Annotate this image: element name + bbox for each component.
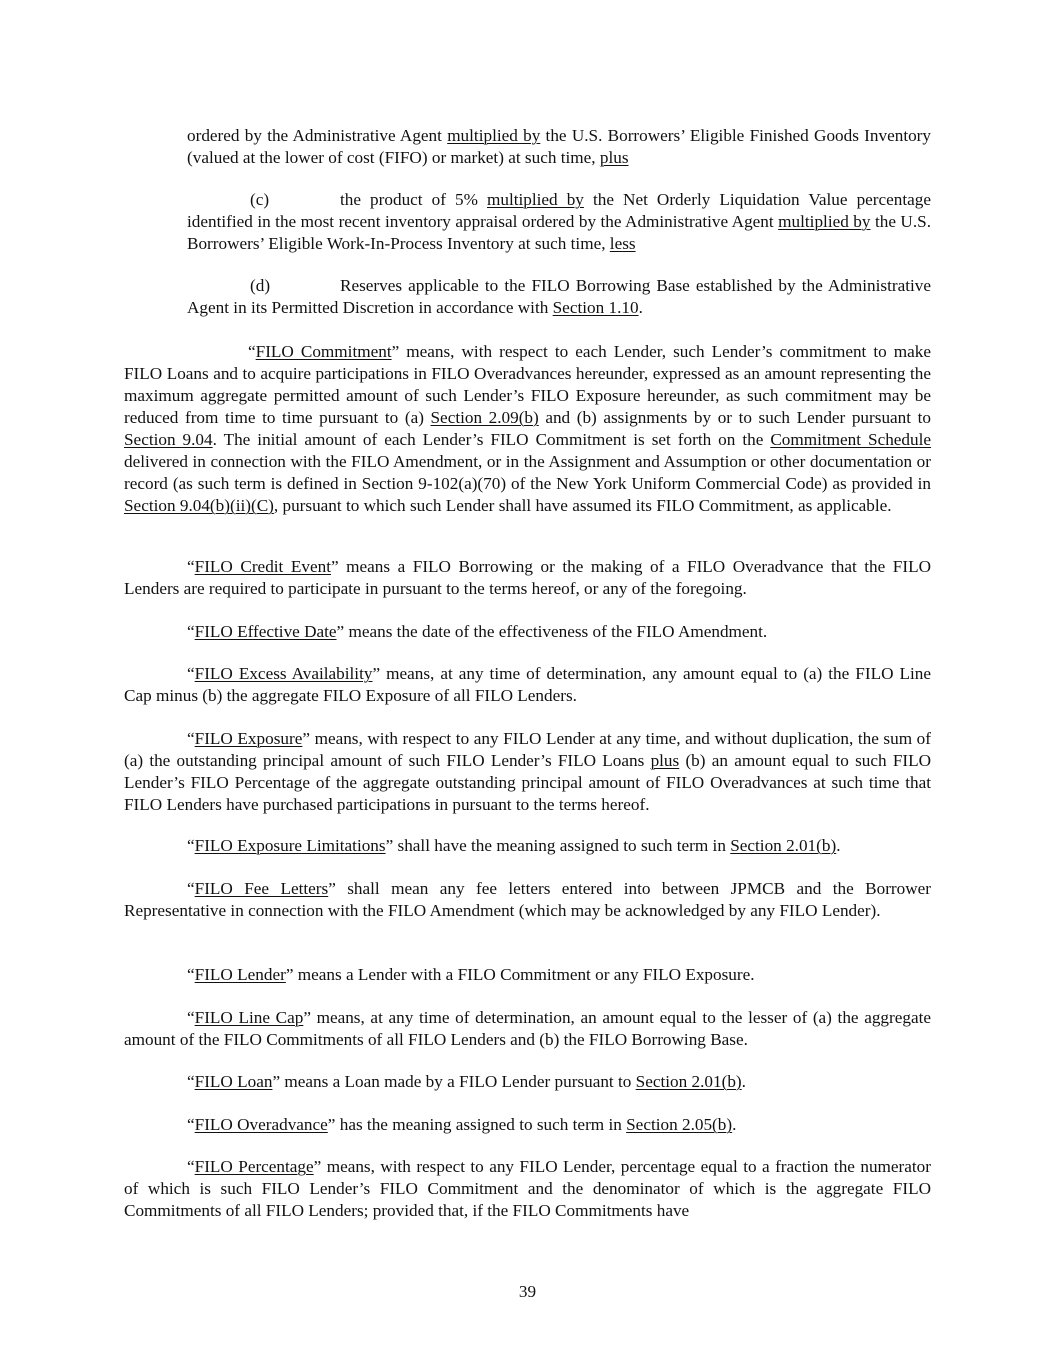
text-run: ” shall mean any fee letters entered into between JPMCB and the Borrower Representative in connection with the FILO Amendment (which may be acknowledged by any FILO Lender). bbox=[124, 879, 931, 920]
defined-term: FILO Percentage bbox=[194, 1157, 314, 1176]
definition-filo-percentage bbox=[124, 1156, 931, 1222]
definition-filo-line-cap bbox=[124, 1007, 931, 1051]
paragraph-clause-d bbox=[187, 275, 931, 319]
text-run: Reserves applicable to the FILO Borrowing Base established by the Administrative Agent in its Permitted Discretion in accordance with bbox=[187, 276, 931, 317]
text-run: the U.S. Borrowers’ Eligible Work-In-Process Inventory at such time, bbox=[187, 212, 932, 253]
quote-mark: “ bbox=[187, 557, 195, 576]
defined-term: FILO Overadvance bbox=[194, 1115, 328, 1134]
text-run: ” shall have the meaning assigned to such term in bbox=[385, 836, 731, 855]
definition-filo-lender bbox=[124, 964, 931, 986]
underlined-term: plus bbox=[650, 751, 680, 770]
underlined-term: less bbox=[609, 234, 636, 253]
quote-mark: “ bbox=[187, 879, 195, 898]
text-run: ” means a FILO Borrowing or the making of a FILO Overadvance that the FILO Lenders are required to participate in pursuant to the terms hereof, or any of the foregoing. bbox=[124, 557, 931, 598]
defined-term: FILO Fee Letters bbox=[194, 879, 329, 898]
definition-filo-exposure bbox=[124, 728, 931, 816]
definition-filo-exposure-limitations bbox=[124, 835, 931, 857]
text-run: . The initial amount of each Lender’s FILO Commitment is set forth on the bbox=[212, 430, 771, 449]
text-run: and (b) assignments by or to such Lender pursuant to bbox=[538, 408, 931, 427]
definition-filo-overadvance bbox=[124, 1114, 931, 1136]
definition-filo-loan bbox=[124, 1071, 931, 1093]
underlined-term: multiplied by bbox=[486, 190, 584, 209]
text-run: ” means, at any time of determination, any amount equal to (a) the FILO Line Cap minus (b) the aggregate FILO Exposure of all FILO Lenders. bbox=[124, 664, 931, 705]
text-run: delivered in connection with the FILO Amendment, or in the Assignment and Assumption or other documentation or record (as such term is defined in Section 9-102(a)(70) of the New York Uniform Commercial Code) as provided in bbox=[124, 452, 931, 493]
text-run: . bbox=[741, 1072, 746, 1091]
quote-mark: “ bbox=[187, 1072, 195, 1091]
defined-term: FILO Exposure Limitations bbox=[194, 836, 386, 855]
defined-term: FILO Commitment bbox=[255, 342, 392, 361]
clause-label: (d) bbox=[250, 276, 271, 295]
quote-mark: “ bbox=[187, 1157, 195, 1176]
quote-mark: “ bbox=[187, 1115, 195, 1134]
text-run: the Net Orderly Liquidation Value percentage identified in the most recent inventory appraisal ordered by the Administrative Agent bbox=[187, 190, 931, 231]
section-reference: Section 9.04(b)(ii)(C) bbox=[124, 496, 274, 515]
quote-mark: “ bbox=[187, 622, 195, 641]
text-run: . bbox=[638, 298, 643, 317]
text-run: ” means, with respect to any FILO Lender, percentage equal to a fraction the numerator of which is such FILO Lender’s FILO Commitment and the denominator of which is the aggregate FILO Commitments of all FILO Lenders; provided that, if the FILO Commitments have bbox=[124, 1157, 931, 1220]
text-run: ” means a Lender with a FILO Commitment or any FILO Exposure. bbox=[285, 965, 755, 984]
text-run: ordered by the Administrative Agent bbox=[187, 126, 448, 145]
text-run: the product of 5% bbox=[340, 190, 487, 209]
text-run: ” means, with respect to each Lender, such Lender’s commitment to make FILO Loans and to acquire participations in FILO Overadvances hereunder, expressed as an amount representing the maximum aggregate permitted amount of such Lender’s FILO Exposure hereunder, as such commitment may be reduced from time to time pursuant to (a) bbox=[124, 342, 932, 427]
text-run: ” has the meaning assigned to such term in bbox=[327, 1115, 627, 1134]
section-reference: Section 2.01(b) bbox=[730, 836, 837, 855]
underlined-term: plus bbox=[599, 148, 629, 167]
section-reference: Section 2.09(b) bbox=[430, 408, 539, 427]
text-run: (b) an amount equal to such FILO Lender’s FILO Percentage of the aggregate outstanding principal amount of FILO Overadvances at such time that FILO Lenders have purchased participations in pursuant to the terms hereof. bbox=[124, 751, 932, 814]
quote-mark: “ bbox=[187, 1008, 195, 1027]
defined-term: FILO Lender bbox=[194, 965, 286, 984]
defined-term: FILO Exposure bbox=[194, 729, 303, 748]
defined-term: FILO Line Cap bbox=[194, 1008, 304, 1027]
quote-mark: “ bbox=[248, 342, 256, 361]
underlined-term: multiplied by bbox=[447, 126, 541, 145]
text-run: ” means a Loan made by a FILO Lender pursuant to bbox=[272, 1072, 636, 1091]
page-number: 39 bbox=[518, 1282, 537, 1301]
quote-mark: “ bbox=[187, 965, 195, 984]
quote-mark: “ bbox=[187, 729, 195, 748]
quote-mark: “ bbox=[187, 836, 195, 855]
section-reference: Section 2.01(b) bbox=[635, 1072, 742, 1091]
section-reference: Section 2.05(b) bbox=[626, 1115, 733, 1134]
text-run: , pursuant to which such Lender shall have assumed its FILO Commitment, as applicable. bbox=[273, 496, 892, 515]
text-run: ” means, at any time of determination, an amount equal to the lesser of (a) the aggregate amount of the FILO Commitments of all FILO Lenders and (b) the FILO Borrowing Base. bbox=[124, 1008, 931, 1049]
definition-filo-credit-event bbox=[124, 556, 931, 600]
text-run: the U.S. Borrowers’ Eligible Finished Goods Inventory (valued at the lower of cost (FIFO) or market) at such time, bbox=[187, 126, 932, 167]
paragraph-clause-b-continuation bbox=[187, 125, 931, 169]
defined-term: FILO Loan bbox=[194, 1072, 273, 1091]
defined-term: FILO Effective Date bbox=[194, 622, 337, 641]
text-run: ” means the date of the effectiveness of the FILO Amendment. bbox=[336, 622, 768, 641]
defined-term: FILO Excess Availability bbox=[194, 664, 373, 683]
text-run: ” means, with respect to any FILO Lender at any time, and without duplication, the sum of (a) the outstanding principal amount of such FILO Lender’s FILO Loans bbox=[124, 729, 931, 770]
text-run: . bbox=[836, 836, 841, 855]
clause-label: (c) bbox=[250, 190, 270, 209]
text-run: . bbox=[732, 1115, 737, 1134]
paragraph-clause-c bbox=[187, 189, 931, 255]
quote-mark: “ bbox=[187, 664, 195, 683]
defined-term: FILO Credit Event bbox=[194, 557, 331, 576]
section-reference: Section 1.10 bbox=[552, 298, 639, 317]
section-reference: Section 9.04 bbox=[124, 430, 213, 449]
definition-filo-fee-letters bbox=[124, 878, 931, 922]
definition-filo-excess-availability bbox=[124, 663, 931, 707]
underlined-term: multiplied by bbox=[778, 212, 871, 231]
section-reference: Commitment Schedule bbox=[770, 430, 932, 449]
definition-filo-effective-date bbox=[124, 621, 931, 643]
definition-filo-commitment bbox=[124, 341, 931, 517]
